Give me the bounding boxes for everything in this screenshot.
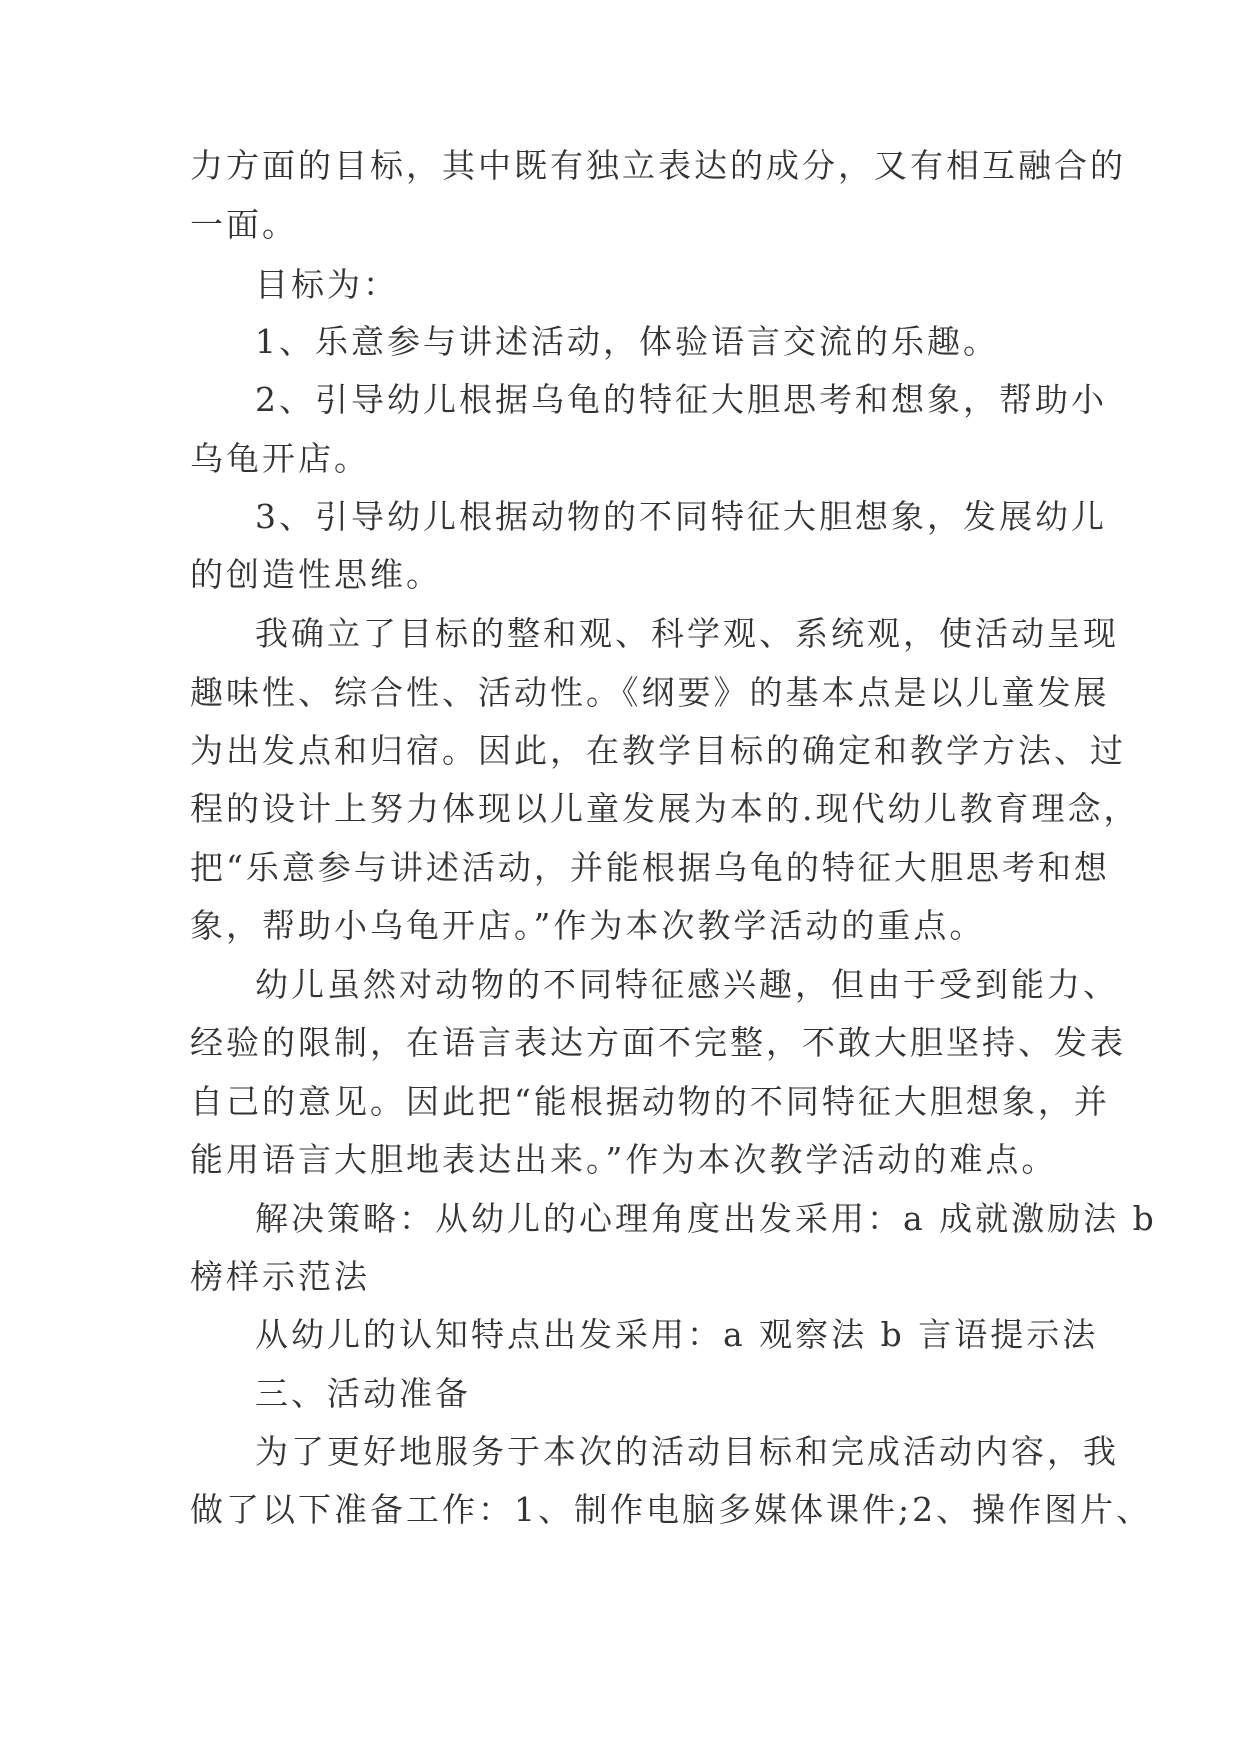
text-line: 2、引导幼儿根据乌龟的特征大胆思考和想象，帮助小 bbox=[255, 380, 1107, 419]
text-line: 一面。 bbox=[190, 205, 298, 244]
text-line: 趣味性、综合性、活动性。《纲要》的基本点是以儿童发展 bbox=[190, 673, 1110, 712]
text-line: 力方面的目标，其中既有独立表达的成分，又有相互融合的 bbox=[190, 146, 1126, 185]
text-line: 把“乐意参与讲述活动，并能根据乌龟的特征大胆思考和想 bbox=[190, 848, 1110, 887]
text-line: 3、引导幼儿根据动物的不同特征大胆想象，发展幼儿 bbox=[255, 497, 1107, 536]
text-line: 目标为： bbox=[255, 265, 399, 304]
text-line: 解决策略：从幼儿的心理角度出发采用：a 成就激励法 b bbox=[255, 1199, 1157, 1238]
text-line: 程的设计上努力体现以儿童发展为本的.现代幼儿教育理念， bbox=[190, 789, 1140, 828]
text-line: 象，帮助小乌龟开店。”作为本次教学活动的重点。 bbox=[190, 906, 986, 945]
text-line: 做了以下准备工作：1、制作电脑多媒体课件;2、操作图片、 bbox=[190, 1490, 1153, 1529]
text-line: 榜样示范法 bbox=[190, 1257, 370, 1296]
text-line: 从幼儿的认知特点出发采用：a 观察法 b 言语提示法 bbox=[255, 1315, 1099, 1354]
text-line: 为出发点和归宿。因此，在教学目标的确定和教学方法、过 bbox=[190, 731, 1126, 770]
section-heading: 三、活动准备 bbox=[255, 1374, 471, 1413]
text-line: 自己的意见。因此把“能根据动物的不同特征大胆想象，并 bbox=[190, 1082, 1110, 1121]
text-line: 能用语言大胆地表达出来。”作为本次教学活动的难点。 bbox=[190, 1140, 1058, 1179]
text-line: 为了更好地服务于本次的活动目标和完成活动内容，我 bbox=[255, 1432, 1119, 1471]
text-line: 我确立了目标的整和观、科学观、系统观，使活动呈现 bbox=[255, 614, 1119, 653]
text-line: 1、乐意参与讲述活动，体验语言交流的乐趣。 bbox=[255, 322, 999, 361]
text-line: 乌龟开店。 bbox=[190, 439, 370, 478]
text-line: 的创造性思维。 bbox=[190, 555, 442, 594]
text-line: 幼儿虽然对动物的不同特征感兴趣，但由于受到能力、 bbox=[255, 965, 1119, 1004]
text-line: 经验的限制，在语言表达方面不完整，不敢大胆坚持、发表 bbox=[190, 1023, 1126, 1062]
